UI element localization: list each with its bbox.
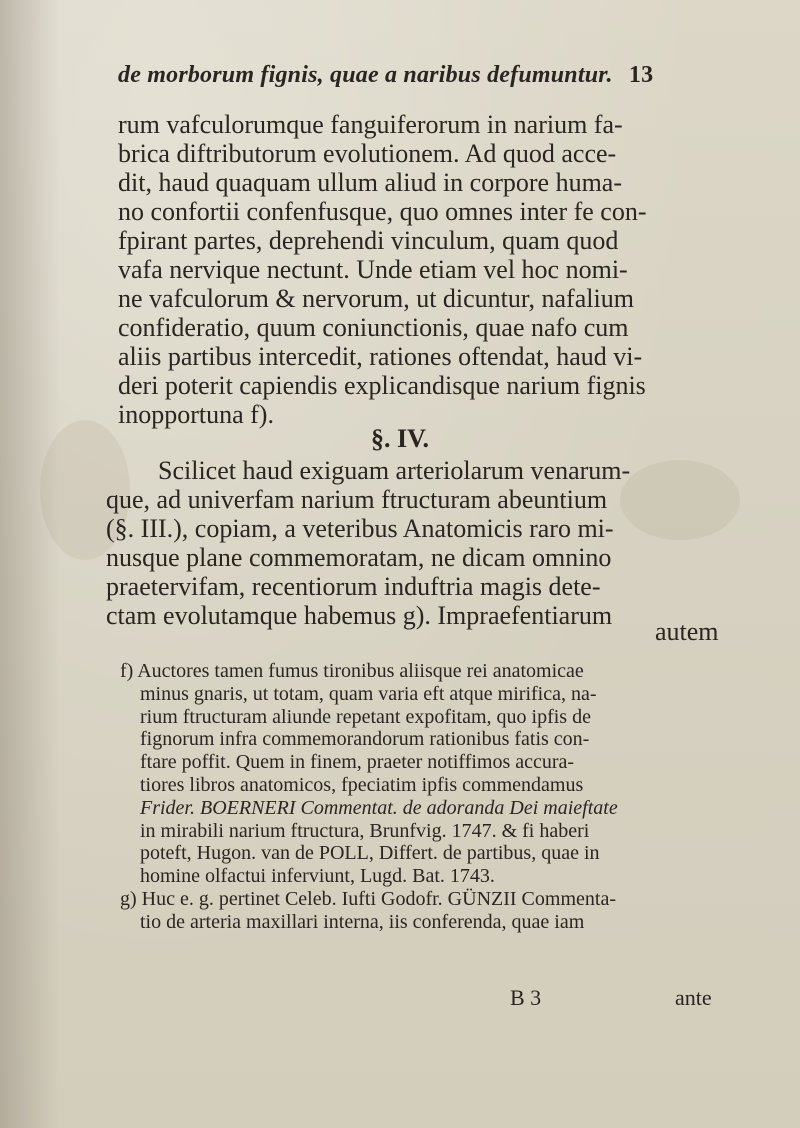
signature-mark: B 3 xyxy=(510,985,542,1010)
footnote-line: rium ftructuram aliunde repetant expofitam, quo ipfis de xyxy=(140,705,591,728)
footnote-line: minus gnaris, ut totam, quam varia eft atque mirifica, na- xyxy=(140,682,597,705)
text-line: deri poterit capiendis explicandisque narium fignis xyxy=(118,371,646,400)
text-line: praetervifam, recentiorum induftria magis dete- xyxy=(106,572,601,601)
text-line: fpirant partes, deprehendi vinculum, quam quod xyxy=(118,226,619,255)
footnote-line: f) Auctores tamen fumus tironibus aliisque rei anatomicae xyxy=(120,660,584,682)
footnote-line: poteft, Hugon. van de POLL, Differt. de partibus, quae in xyxy=(140,842,600,865)
footnote-line: tiores libros anatomicos, fpeciatim ipfis commendamus xyxy=(140,773,584,796)
text-line: brica diftributorum evolutionem. Ad quod acce- xyxy=(118,139,617,168)
text-line: que, ad univerfam narium ftructuram abeuntium xyxy=(106,485,608,514)
section-paragraph xyxy=(100,455,750,629)
text-line: ne vafculorum & nervorum, ut dicuntur, nafalium xyxy=(118,284,634,313)
text-line: Scilicet haud exiguam arteriolarum venarum- xyxy=(158,456,631,485)
footnote-line: ftare poffit. Quem in finem, praeter notiffimos accura- xyxy=(140,751,575,774)
text-line: inopportuna f). xyxy=(118,400,274,429)
body-paragraph xyxy=(100,110,750,429)
text-line: (§. III.), copiam, a veteribus Anatomicis raro mi- xyxy=(106,514,614,543)
footer-catchword: ante xyxy=(675,985,712,1010)
text-line: confideratio, quum coniunctionis, quae nafo cum xyxy=(118,313,629,342)
footnote-line: g) Huc e. g. pertinet Celeb. Iufti Godofr. GÜNZII Commenta- xyxy=(120,887,616,910)
text-line: aliis partibus intercedit, rationes oftendat, haud vi- xyxy=(118,342,643,371)
page-number: 13 xyxy=(628,62,654,88)
footnote-line: fignorum infra commemorandorum rationibus fatis con- xyxy=(140,728,590,751)
catchword: autem xyxy=(655,617,719,646)
footnotes xyxy=(102,660,762,934)
text-line: ctam evolutamque habemus g). Impraefentiarum xyxy=(106,601,613,630)
footnote-line: homine olfactui inferviunt, Lugd. Bat. 1743. xyxy=(140,865,495,888)
section-heading: §. IV. xyxy=(370,424,430,453)
page-gutter-shadow xyxy=(0,0,60,1128)
text-line: no confortii confenfusque, quo omnes inter fe con- xyxy=(118,197,647,226)
text-line: rum vafculorumque fanguiferorum in narium fa- xyxy=(118,110,623,139)
footnote-line: in mirabili narium ftructura, Brunfvig. 1747. & fi haberi xyxy=(140,819,590,842)
text-line: dit, haud quaquam ullum aliud in corpore huma- xyxy=(118,168,622,197)
running-header xyxy=(118,62,654,89)
footnote-line: tio de arteria maxillari interna, iis conferenda, quae iam xyxy=(140,910,585,933)
text-line: vafa nervique nectunt. Unde etiam vel hoc nomi- xyxy=(118,255,628,284)
running-title: de morborum fignis, quae a naribus defumuntur. xyxy=(118,62,613,88)
footnote-line: Frider. BOERNERI Commentat. de adoranda Dei maieftate xyxy=(140,796,618,819)
text-line: nusque plane commemoratam, ne dicam omnino xyxy=(106,543,612,572)
